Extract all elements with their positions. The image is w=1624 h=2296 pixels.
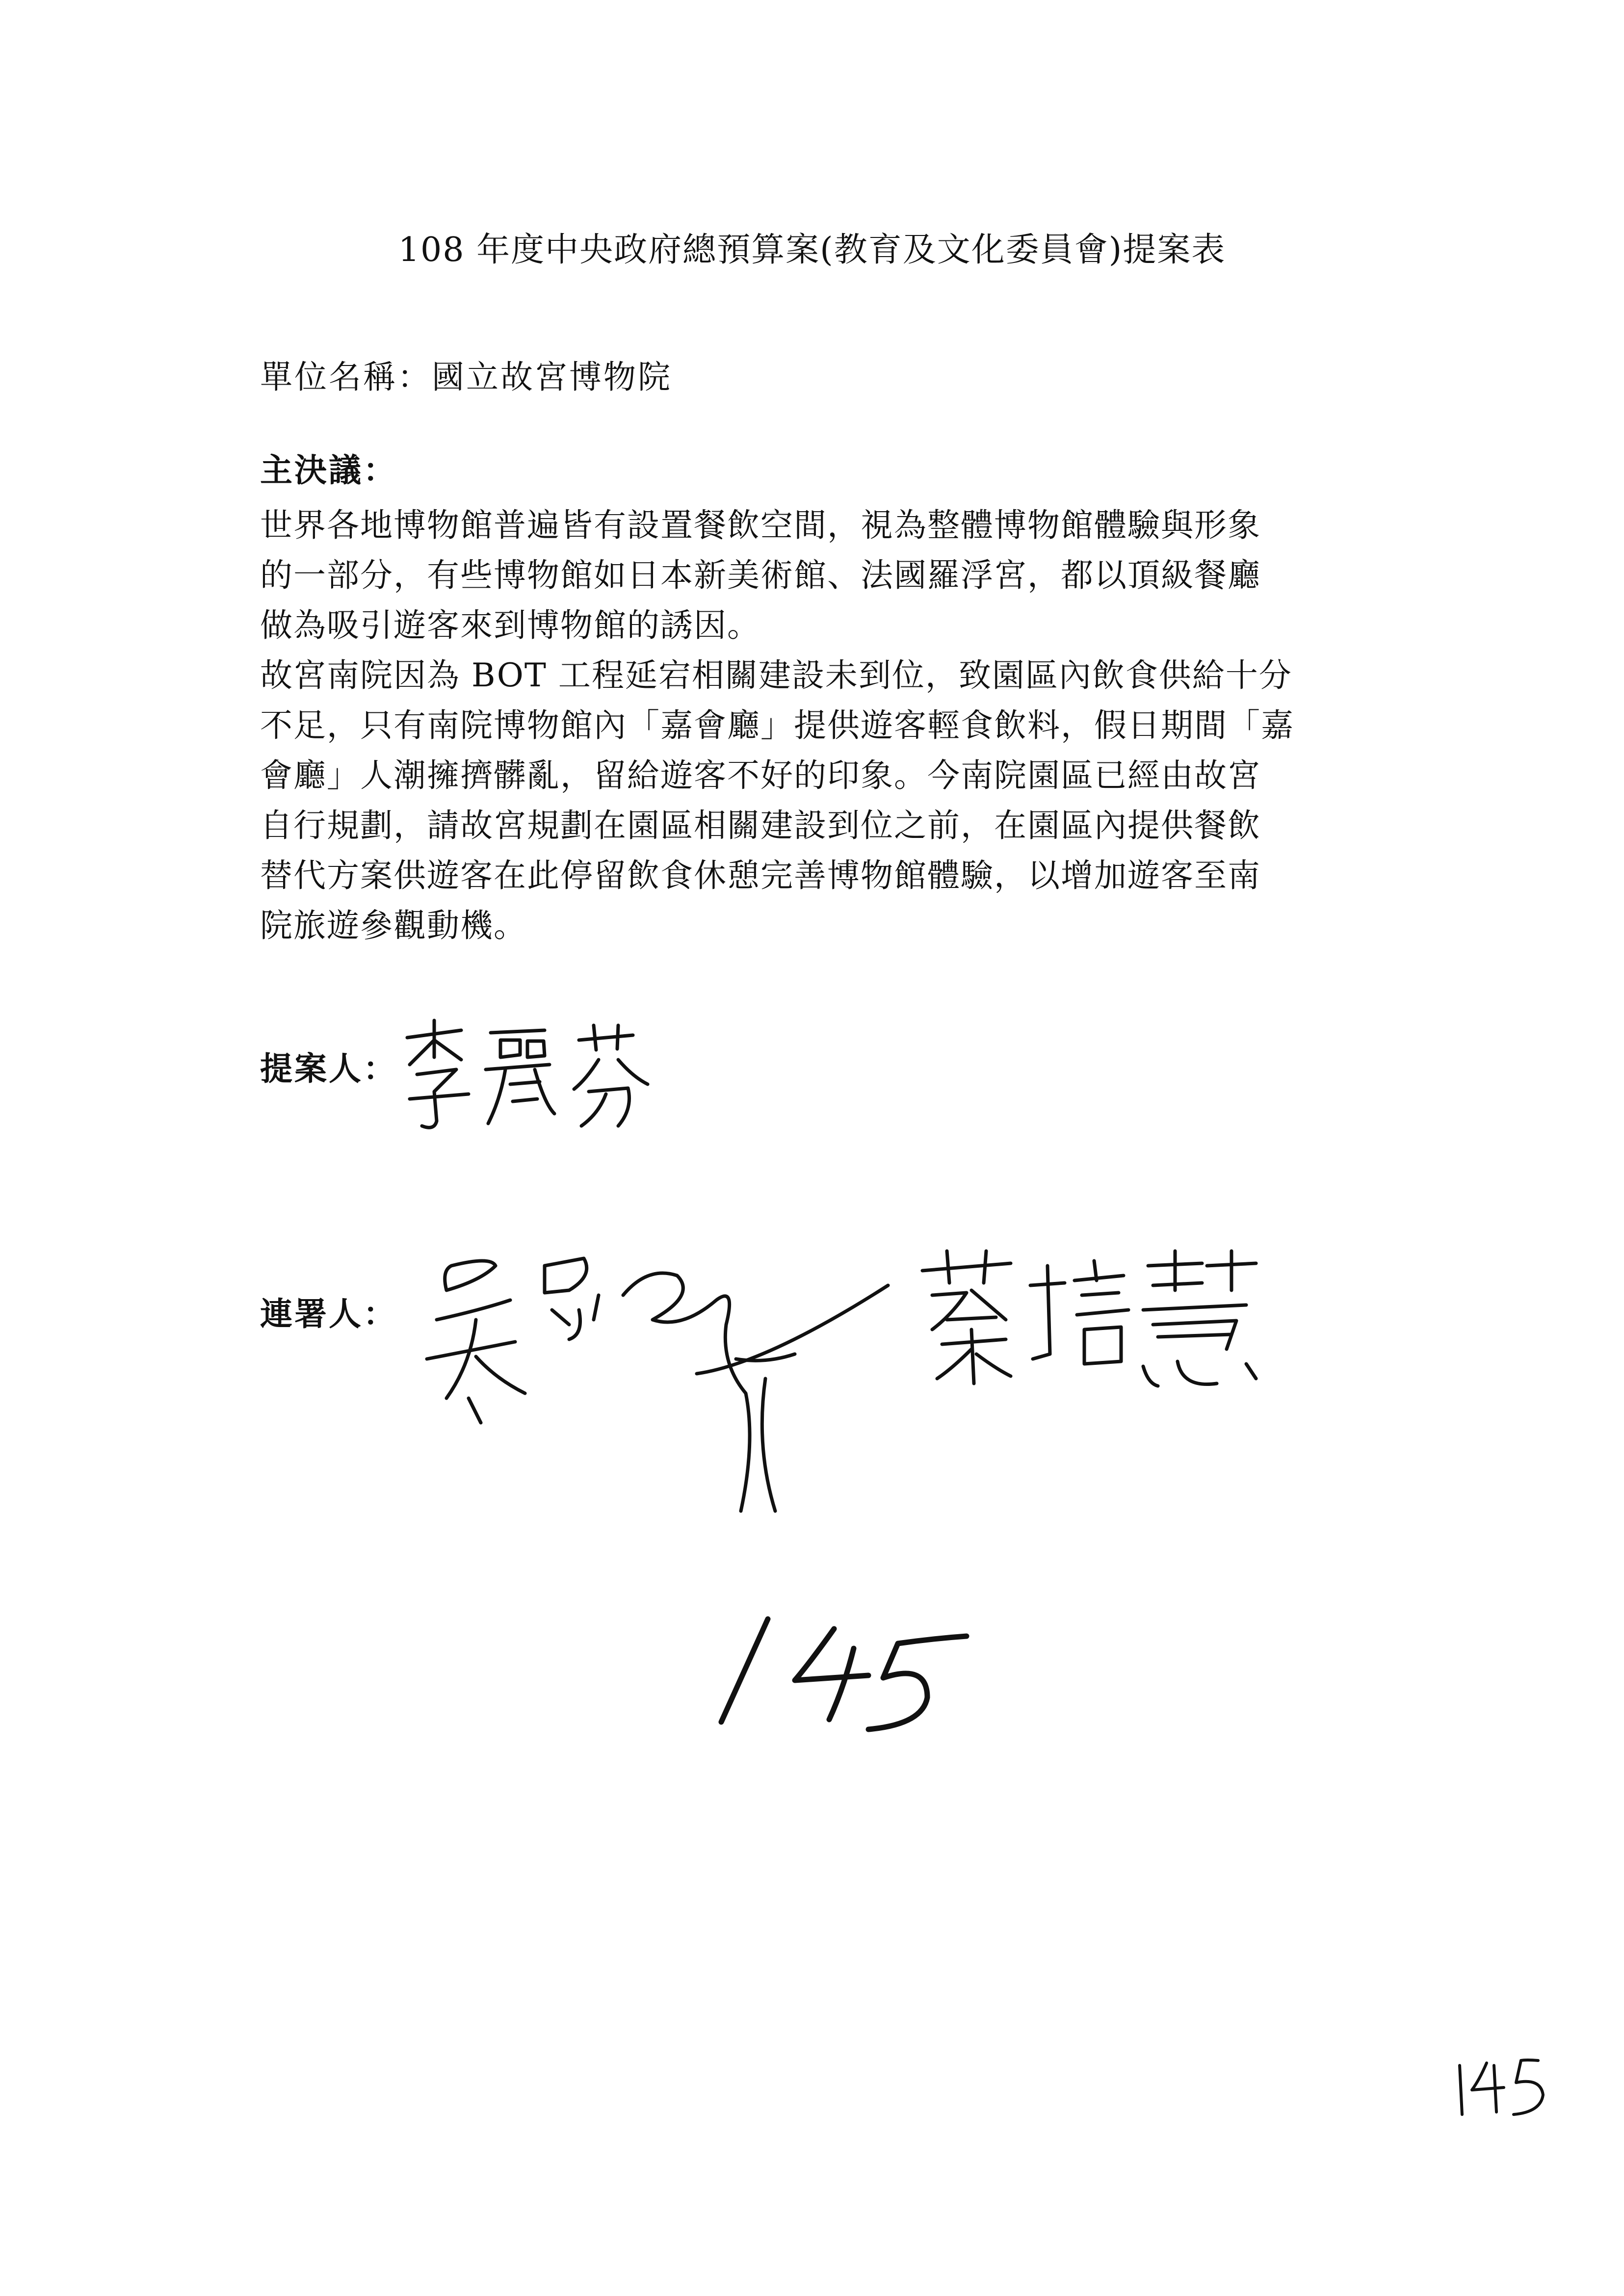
body-line: 的一部分，有些博物館如日本新美術館、法國羅浮宮，都以頂級餐廳	[260, 556, 1261, 594]
body-line: 院旅遊參觀動機。	[260, 907, 527, 944]
main-resolution-label: 主決議：	[260, 451, 397, 489]
proposer-label: 提案人：	[260, 1050, 397, 1088]
body-line: 自行規劃，請故宮規劃在園區相關建設到位之前，在園區內提供餐飲	[260, 807, 1261, 844]
body-line: 不足，只有南院博物館內「嘉會廳」提供遊客輕食飲料，假日期間「嘉	[260, 706, 1294, 744]
body-line: 世界各地博物館普遍皆有設置餐飲空間，視為整體博物館體驗與形象	[260, 506, 1261, 544]
body-line: 做為吸引遊客來到博物館的誘因。	[260, 606, 760, 644]
handwritten-page-number-large	[707, 1614, 981, 1737]
document-title: 108 年度中央政府總預算案(教育及文化委員會)提案表	[398, 231, 1226, 269]
unit-name-line: 單位名稱：國立故宮博物院	[260, 358, 672, 396]
resolution-body	[260, 500, 1398, 951]
proposer-signature	[388, 1011, 702, 1138]
cosigner-signature-2	[913, 1236, 1266, 1413]
handwritten-page-number-corner	[1452, 2051, 1570, 2124]
body-line: 故宮南院因為 BOT 工程延宕相關建設未到位，致園區內飲食供給十分	[260, 656, 1292, 694]
body-line: 替代方案供遊客在此停留飲食休憩完善博物館體驗，以增加遊客至南	[260, 857, 1261, 894]
cosigner-label: 連署人：	[260, 1295, 397, 1333]
body-line: 會廳」人潮擁擠髒亂，留給遊客不好的印象。今南院園區已經由故宮	[260, 757, 1261, 794]
cosigner-signature-1	[422, 1236, 952, 1580]
